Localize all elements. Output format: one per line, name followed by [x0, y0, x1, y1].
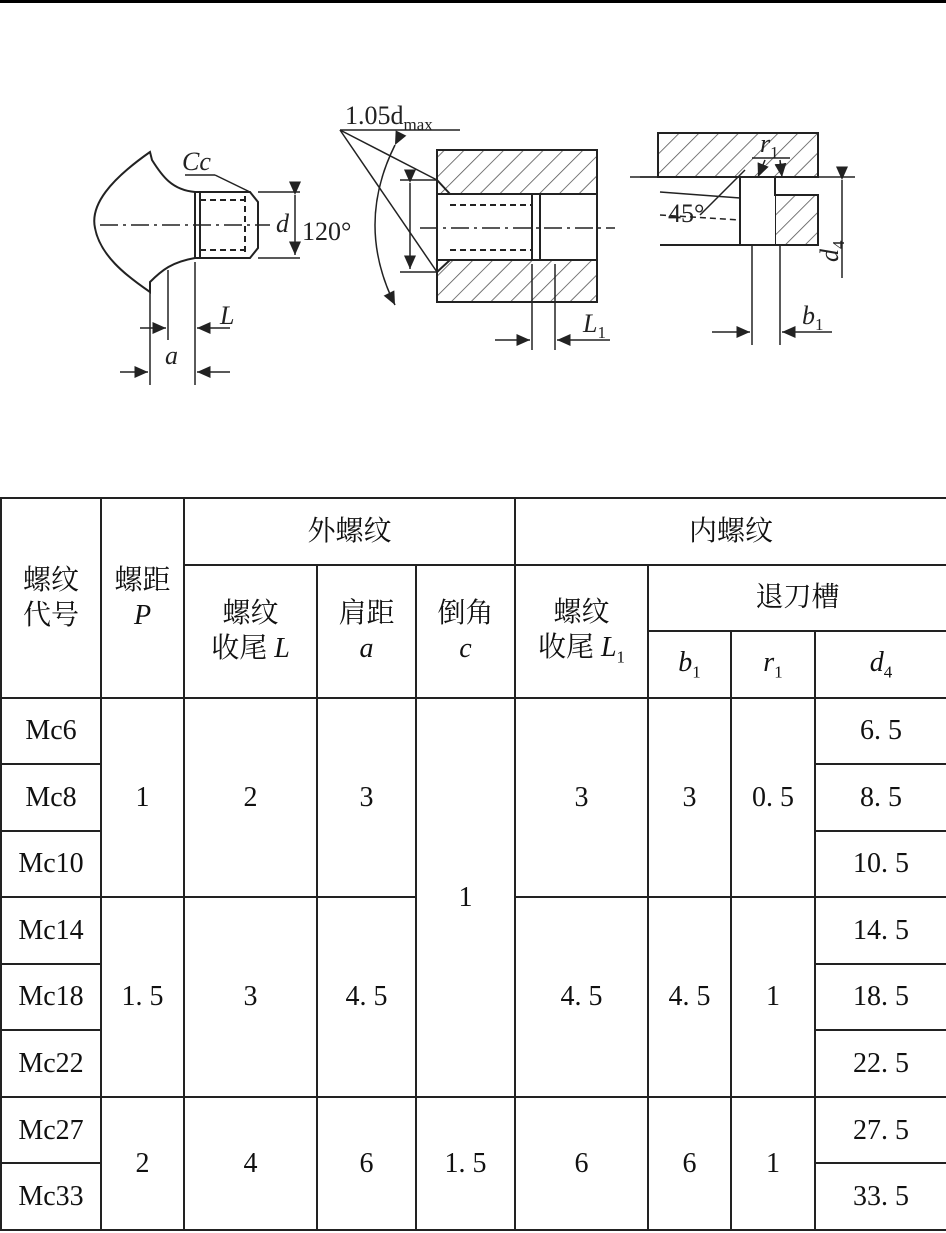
header-d4: $d_4$ [815, 631, 946, 698]
cell-b1: 3 [648, 698, 731, 898]
angle-120-label: 120° [302, 217, 352, 246]
header-b1: $b_1$ [648, 631, 731, 698]
cell-shoulder: 6 [317, 1097, 416, 1230]
middle-view-internal-thread [340, 130, 615, 350]
cell-d4: 10. 5 [815, 831, 946, 898]
cell-b1: 6 [648, 1097, 731, 1230]
cell-pitch: 1 [101, 698, 184, 898]
cell-code: Mc18 [1, 964, 101, 1031]
L-label: L [220, 301, 235, 330]
header-int-runout: 螺纹 收尾 $L_1$ [515, 565, 648, 698]
chamfer-label: Cc [182, 147, 211, 176]
d4-label: $d_4$ [815, 240, 848, 262]
cell-code: Mc8 [1, 764, 101, 831]
cell-r1: 1 [731, 1097, 815, 1230]
cell-code: Mc27 [1, 1097, 101, 1164]
cell-ext-runout: 4 [184, 1097, 317, 1230]
cell-int-runout: 4. 5 [515, 897, 648, 1097]
cell-d4: 33. 5 [815, 1163, 946, 1230]
cell-code: Mc6 [1, 698, 101, 765]
cell-d4: 27. 5 [815, 1097, 946, 1164]
thread-spec-table [0, 497, 946, 1231]
cell-r1: 0. 5 [731, 698, 815, 898]
header-thread-code: 螺纹 代号 [1, 498, 101, 698]
header-external-thread: 外螺纹 [184, 498, 515, 565]
header-shoulder: 肩距 a [317, 565, 416, 698]
cell-b1: 4. 5 [648, 897, 731, 1097]
cell-d4: 22. 5 [815, 1030, 946, 1097]
header-ext-runout: 螺纹 收尾 L [184, 565, 317, 698]
header-undercut: 退刀槽 [648, 565, 946, 632]
cell-d4: 14. 5 [815, 897, 946, 964]
cell-chamfer: 1. 5 [416, 1097, 515, 1230]
cell-shoulder: 3 [317, 698, 416, 898]
header-internal-thread: 内螺纹 [515, 498, 946, 565]
cell-code: Mc14 [1, 897, 101, 964]
left-view-external-thread [94, 152, 300, 385]
cell-d4: 8. 5 [815, 764, 946, 831]
thread-runout-figure [0, 0, 946, 480]
cell-code: Mc22 [1, 1030, 101, 1097]
countersink-label: $1.05d_{max}$ [345, 101, 433, 134]
cell-pitch: 2 [101, 1097, 184, 1230]
cell-code: Mc33 [1, 1163, 101, 1230]
cell-shoulder: 4. 5 [317, 897, 416, 1097]
b1-label: $b_1$ [802, 301, 824, 334]
header-r1: $r_1$ [731, 631, 815, 698]
angle-45-label: 45° [668, 199, 705, 228]
cell-chamfer: 1 [416, 698, 515, 1097]
table-row [1, 1097, 946, 1164]
cell-d4: 6. 5 [815, 698, 946, 765]
a-label: a [165, 341, 178, 370]
cell-d4: 18. 5 [815, 964, 946, 1031]
header-pitch: 螺距 P [101, 498, 184, 698]
cell-ext-runout: 2 [184, 698, 317, 898]
cell-pitch: 1. 5 [101, 897, 184, 1097]
table-row [1, 698, 946, 765]
cell-code: Mc10 [1, 831, 101, 898]
cell-int-runout: 6 [515, 1097, 648, 1230]
cell-ext-runout: 3 [184, 897, 317, 1097]
d-label: d [276, 209, 289, 238]
r1-label: $r_1$ [760, 129, 779, 162]
cell-int-runout: 3 [515, 698, 648, 898]
right-view-undercut [630, 133, 855, 345]
header-chamfer: 倒角 c [416, 565, 515, 698]
L1-label: $L_1$ [583, 309, 606, 342]
cell-r1: 1 [731, 897, 815, 1097]
